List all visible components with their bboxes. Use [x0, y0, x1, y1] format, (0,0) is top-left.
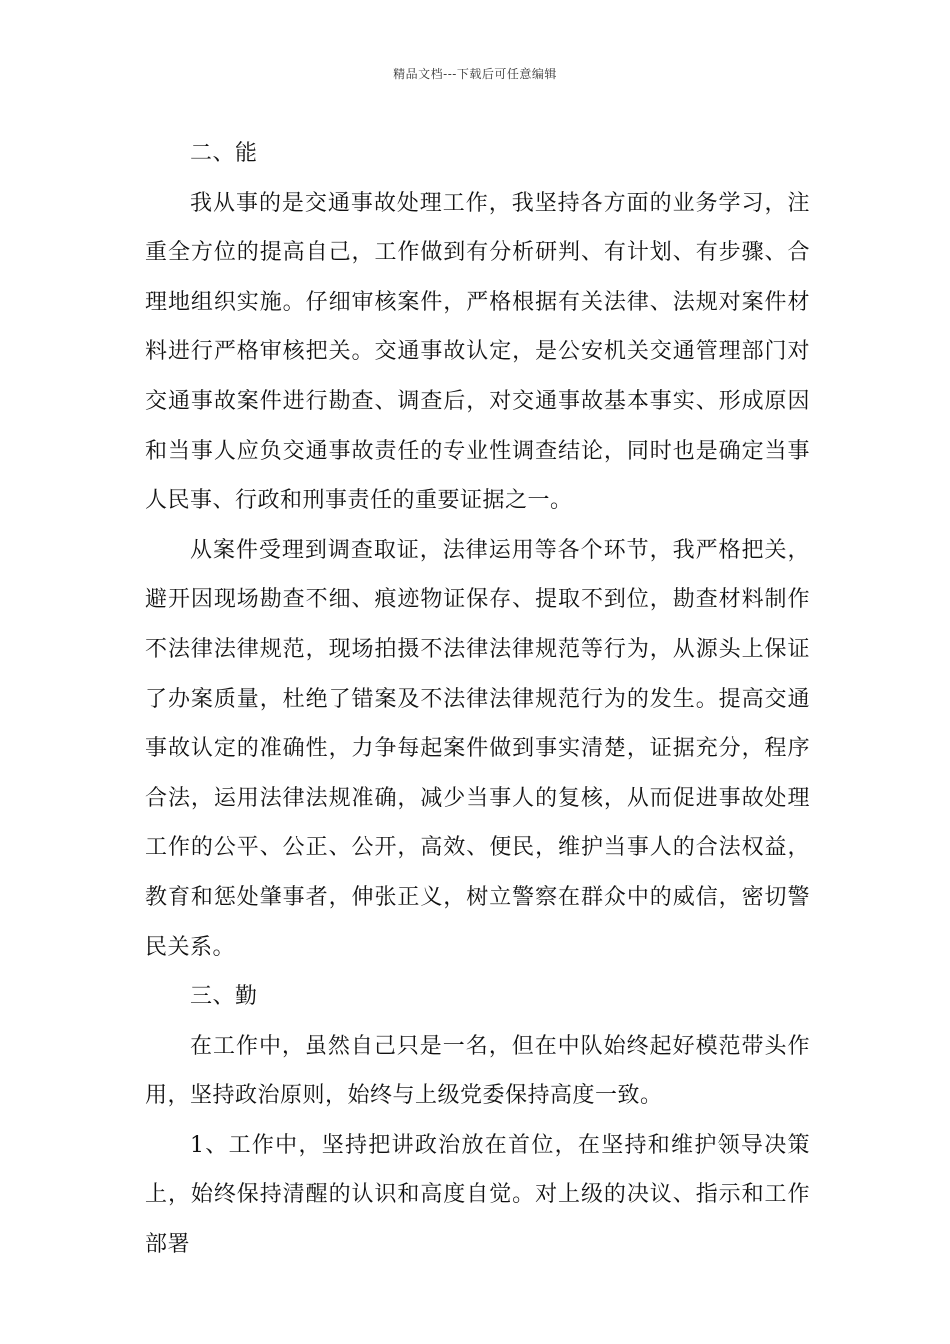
section-heading-neng: 二、能	[190, 141, 258, 166]
paragraph: 我从事的是交通事故处理工作，我坚持各方面的业务学习，注重全方位的提高自己，工作做到有分析研判、有计划、有步骤、合理地组织实施。仔细审核案件，严格根据有关法律、法规对案件材料进行严格审核把关。交通事故认定，是公安机关交通管理部门对交通事故案件进行勘查、调查后，对交通事故基本事实、形成原因和当事人应负交通事故责任的专业性调查结论，同时也是确定当事人民事、行政和刑事责任的重要证据之一。	[145, 190, 810, 514]
paragraph: 在工作中，虽然自己只是一名，但在中队始终起好模范带头作用，坚持政治原则，始终与上级党委保持高度一致。	[145, 1033, 810, 1109]
document-body	[145, 129, 810, 1270]
page-header: 精品文档---下载后可任意编辑	[393, 67, 557, 81]
paragraph: 1、工作中，坚持把讲政治放在首位，在坚持和维护领导决策上，始终保持清醒的认识和高度自觉。对上级的决议、指示和工作部署	[145, 1132, 810, 1258]
section-heading-qin: 三、勤	[190, 984, 258, 1010]
paragraph: 从案件受理到调查取证，法律运用等各个环节，我严格把关，避开因现场勘查不细、痕迹物证保存、提取不到位，勘查材料制作不法律法律规范，现场拍摄不法律法律规范等行为，从源头上保证了办案质量，杜绝了错案及不法律法律规范行为的发生。提高交通事故认定的准确性，力争每起案件做到事实清楚，证据充分，程序合法，运用法律法规准确，减少当事人的复核，从而促进事故处理工作的公平、公正、公开，高效、便民，维护当事人的合法权益，教育和惩处肇事者，伸张正义，树立警察在群众中的威信，密切警民关系。	[145, 537, 810, 960]
